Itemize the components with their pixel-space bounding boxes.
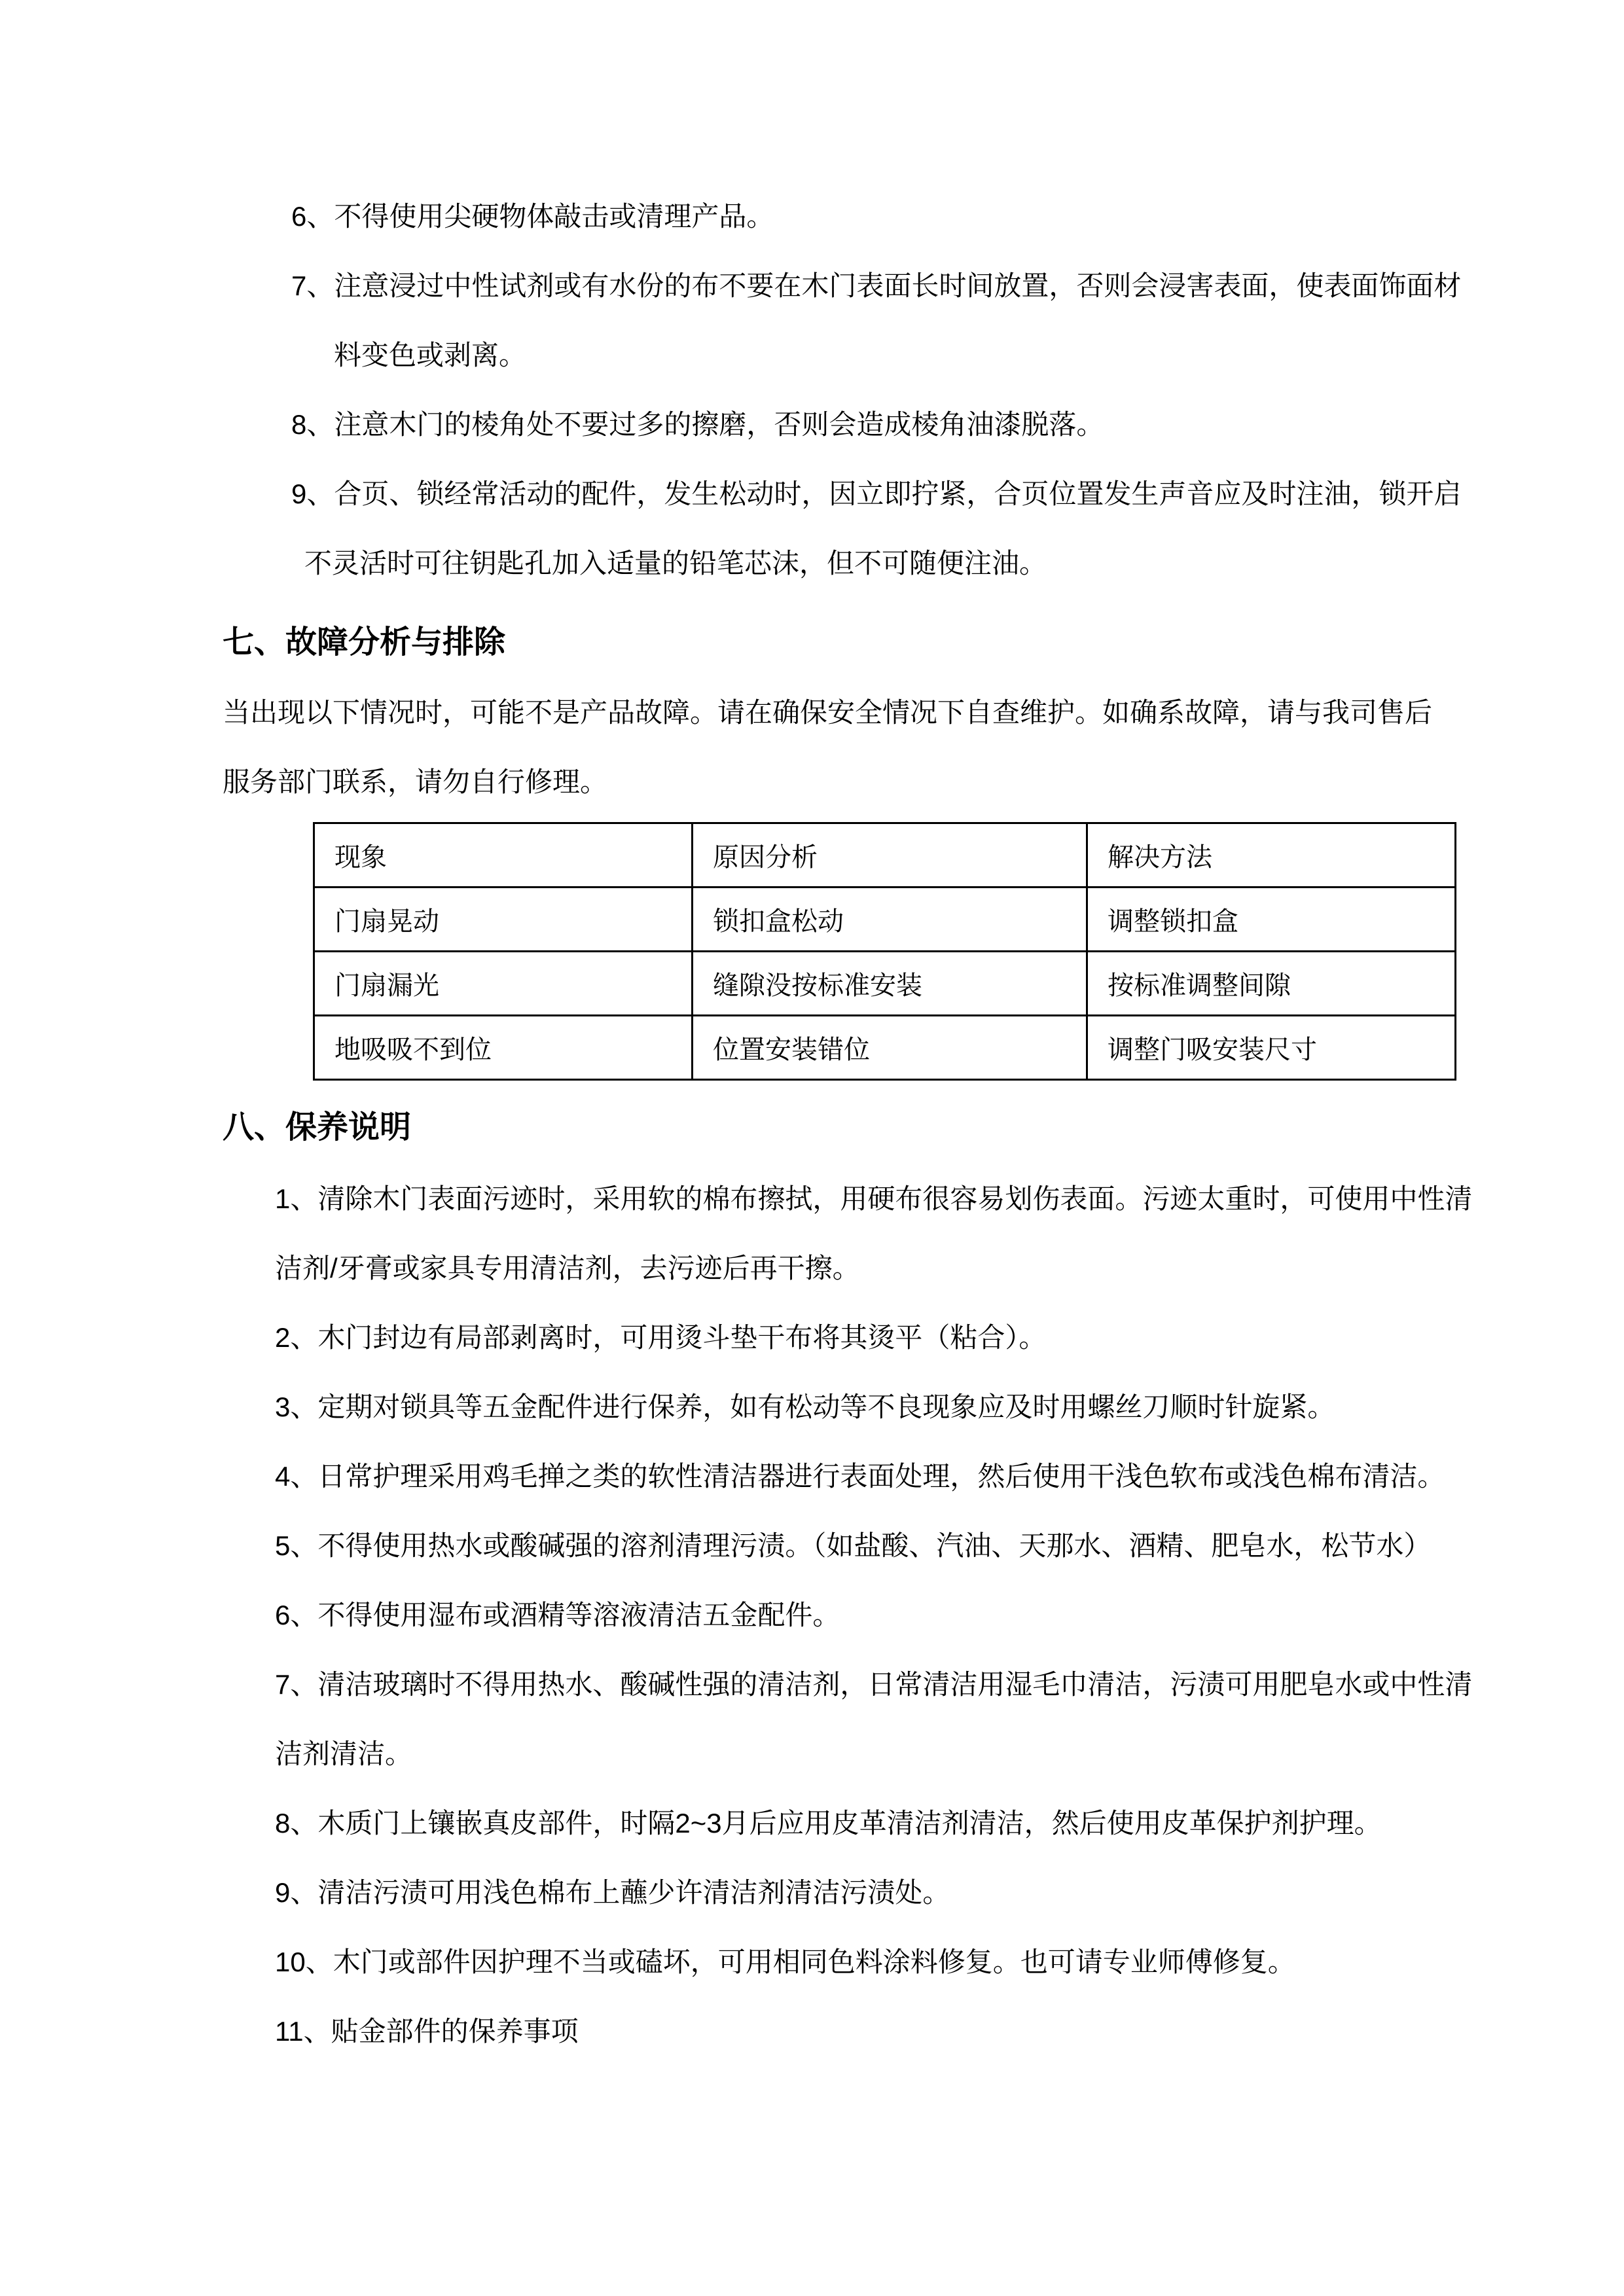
list-item-9b: 9、清洁污渍可用浅色棉布上蘸少许清洁剂清洁污渍处。 <box>275 1877 950 1908</box>
table-cell: 缝隙没按标准安装 <box>693 952 1087 1016</box>
list-item-7b-line2: 洁剂清洁。 <box>275 1738 413 1769</box>
list-item-11: 11、贴金部件的保养事项 <box>275 2016 579 2047</box>
list-item-1-line1: 1、清除木门表面污迹时，采用软的棉布擦拭，用硬布很容易划伤表面。污迹太重时，可使用中性清 <box>275 1183 1473 1214</box>
table-cell: 调整门吸安装尺寸 <box>1087 1016 1456 1080</box>
table-cell: 调整锁扣盒 <box>1087 888 1456 952</box>
list-item-6b: 6、不得使用湿布或酒精等溶液清洁五金配件。 <box>275 1600 840 1630</box>
list-item-10: 10、木门或部件因护理不当或磕坏，可用相同色料涂料修复。也可请专业师傅修复。 <box>275 1946 1295 1977</box>
section7-paragraph-line1: 当出现以下情况时，可能不是产品故障。请在确保安全情况下自查维护。如确系故障，请与我司售后 <box>223 697 1433 728</box>
list-item-7b-line1: 7、清洁玻璃时不得用热水、酸碱性强的清洁剂，日常清洁用湿毛巾清洁，污渍可用肥皂水或中性清 <box>275 1669 1473 1700</box>
table-header-cause: 原因分析 <box>693 823 1087 888</box>
list-item-7-line2: 料变色或剥离。 <box>334 340 527 370</box>
section-heading-troubleshooting: 七、故障分析与排除 <box>223 625 506 660</box>
list-item-8: 8、注意木门的棱角处不要过多的擦磨，否则会造成棱角油漆脱落。 <box>291 409 1104 440</box>
table-row <box>314 888 1456 952</box>
table-cell: 位置安装错位 <box>693 1016 1087 1080</box>
list-item-5: 5、不得使用热水或酸碱强的溶剂清理污渍。（如盐酸、汽油、天那水、酒精、肥皂水，松节水） <box>275 1530 1432 1561</box>
list-item-7-line1: 7、注意浸过中性试剂或有水份的布不要在木门表面长时间放置，否则会浸害表面，使表面饰面材 <box>291 270 1462 301</box>
table-row <box>314 952 1456 1016</box>
list-item-1-line2: 洁剂/牙膏或家具专用清洁剂，去污迹后再干擦。 <box>275 1253 860 1283</box>
table-cell: 门扇晃动 <box>314 888 693 952</box>
section-heading-maintenance: 八、保养说明 <box>223 1110 412 1145</box>
table-cell: 地吸吸不到位 <box>314 1016 693 1080</box>
list-item-9-line2: 不灵活时可往钥匙孔加入适量的铅笔芯沫，但不可随便注油。 <box>304 548 1047 579</box>
table-row <box>314 1016 1456 1080</box>
table-cell: 按标准调整间隙 <box>1087 952 1456 1016</box>
table-header-row <box>314 823 1456 888</box>
list-item-9-line1: 9、合页、锁经常活动的配件，发生松动时，因立即拧紧，合页位置发生声音应及时注油，锁开启 <box>291 478 1462 509</box>
table-header-solution: 解决方法 <box>1087 823 1456 888</box>
document-content <box>223 182 1473 2066</box>
table-cell: 锁扣盒松动 <box>693 888 1087 952</box>
troubleshooting-table <box>313 822 1456 1081</box>
section7-paragraph-line2: 服务部门联系，请勿自行修理。 <box>223 766 608 797</box>
table-header-phenomenon: 现象 <box>314 823 693 888</box>
list-item-4: 4、日常护理采用鸡毛掸之类的软性清洁器进行表面处理，然后使用干浅色软布或浅色棉布清洁。 <box>275 1461 1445 1492</box>
list-item-6: 6、不得使用尖硬物体敲击或清理产品。 <box>291 201 774 232</box>
table-cell: 门扇漏光 <box>314 952 693 1016</box>
list-item-2: 2、木门封边有局部剥离时，可用烫斗垫干布将其烫平（粘合）。 <box>275 1322 1047 1353</box>
list-item-8b: 8、木质门上镶嵌真皮部件，时隔2~3月后应用皮革清洁剂清洁，然后使用皮革保护剂护理。 <box>275 1808 1382 1839</box>
list-item-3: 3、定期对锁具等五金配件进行保养，如有松动等不良现象应及时用螺丝刀顺时针旋紧。 <box>275 1391 1335 1422</box>
